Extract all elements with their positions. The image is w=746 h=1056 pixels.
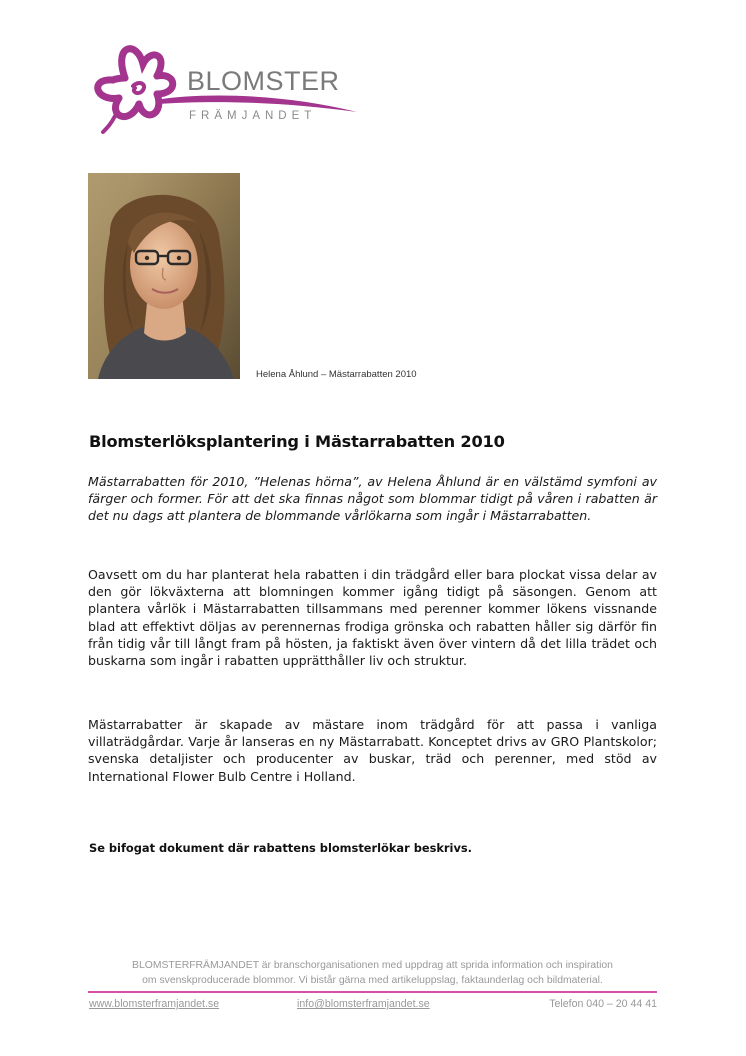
footer-contact — [88, 998, 657, 1012]
footer-line-1: BLOMSTERFRÄMJANDET är branschorganisationen med uppdrag att sprida information och inspiration — [132, 960, 613, 971]
footer-line-2: om svenskproducerade blommor. Vi bistår gärna med artikeluppslag, faktaunderlag och bildmaterial. — [142, 975, 603, 986]
website-link[interactable]: www.blomsterframjandet.se — [89, 998, 220, 1010]
logo-subtitle: FRÄMJANDET — [189, 110, 317, 122]
body-paragraph-2: Mästarrabatter är skapade av mästare inom trädgård för att passa i vanliga villaträdgårdar. Varje år lanseras en ny Mästarrabatt. Konceptet drivs av GRO Plantskolor; svenska detaljister och producenter av buskar, träd och perenner, med stöd av International Flower Bulb Centre i Holland. — [88, 717, 657, 784]
article-headline: Blomsterlöksplantering i Mästarrabatten 2010 — [89, 432, 505, 451]
intro-paragraph: Mästarrabatten för 2010, ”Helenas hörna”, av Helena Åhlund är en välstämd symfoni av färger och former. För att det ska finnas något som blommar tidigt på våren i rabatten är det nu dags att plantera de blommande vårlökarna som ingår i Mästarrabatten. — [88, 474, 657, 524]
logo — [85, 42, 365, 137]
logo-wordmark: BLOMSTER — [187, 66, 340, 96]
portrait-photo — [88, 173, 240, 379]
footer-divider — [88, 991, 657, 993]
attachment-note: Se bifogat dokument där rabattens blomsterlökar beskrivs. — [89, 841, 472, 855]
photo-caption: Helena Åhlund – Mästarrabatten 2010 — [256, 369, 417, 380]
footer-description — [88, 958, 657, 988]
phone-number: Telefon 040 – 20 44 41 — [549, 998, 657, 1010]
body-paragraph-1: Oavsett om du har planterat hela rabatten i din trädgård eller bara plockat vissa delar av den gör lökväxterna att blomningen kommer igång tidigt på säsongen. Genom att plantera vårlök i Mästarrabatten tillsammans med perenner kommer lökens vissnande blad att effektivt döljas av perennernas frodiga grönska och rabatten håller sig därför fin från tidig vår till långt fram på hösten, ja faktiskt även över vintern då det lilla trädet och buskarna som ingår i rabatten upprätthåller liv och struktur. — [88, 567, 657, 669]
email-link[interactable]: info@blomsterframjandet.se — [297, 998, 430, 1010]
